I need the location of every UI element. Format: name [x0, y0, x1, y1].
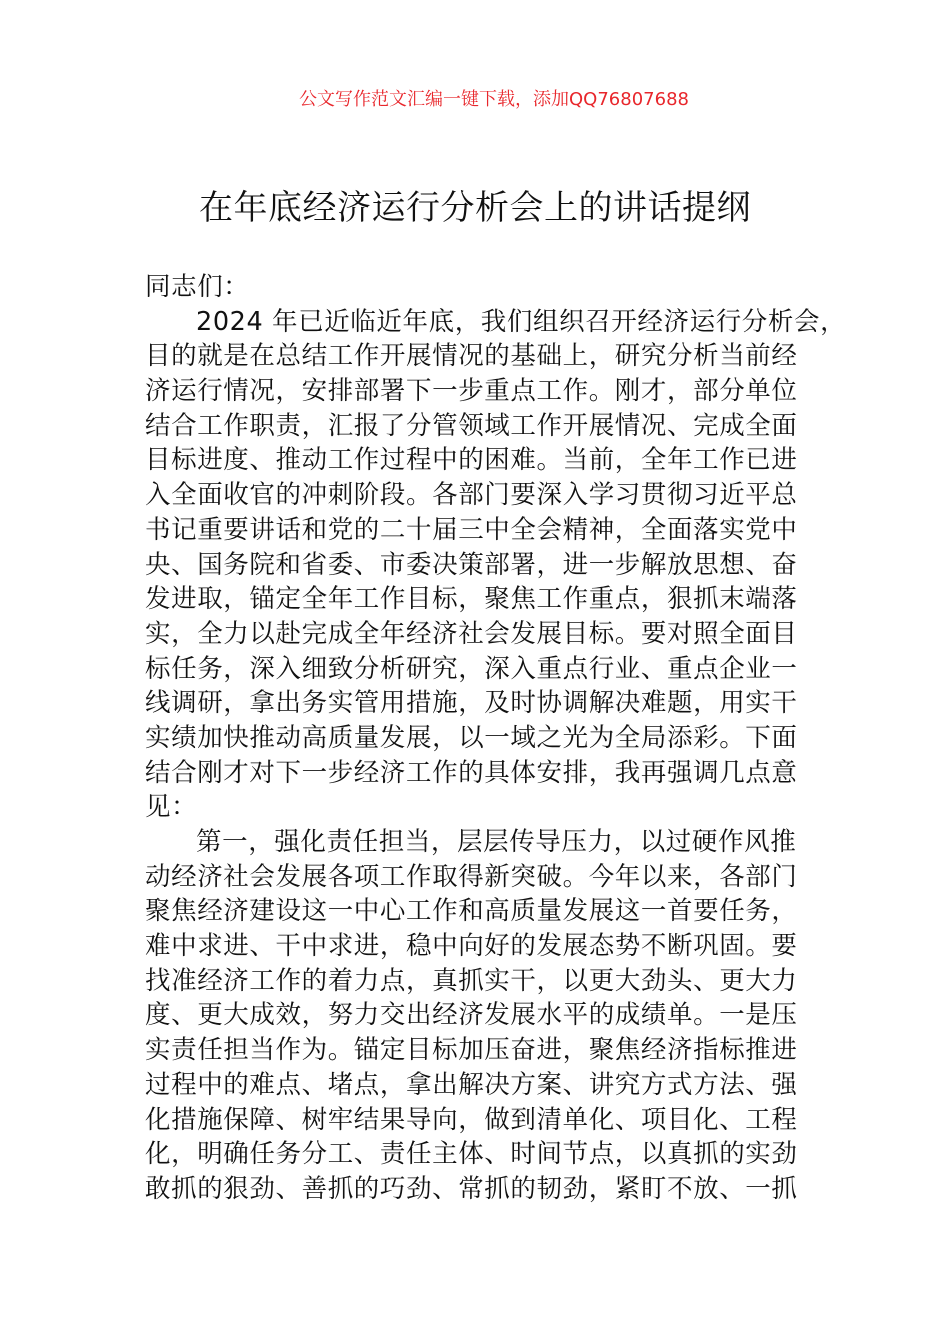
text-line: 实绩加快推动高质量发展，以一域之光为全局添彩。下面: [145, 722, 798, 753]
document-body: [145, 270, 846, 1207]
text-line: 见：: [145, 792, 198, 823]
text-line: 找准经济工作的着力点，真抓实干，以更大劲头、更大力: [145, 965, 798, 996]
text-line: 敢抓的狠劲、善抓的巧劲、常抓的韧劲，紧盯不放、一抓: [145, 1173, 798, 1204]
text-line: 目的就是在总结工作开展情况的基础上，研究分析当前经: [145, 341, 798, 372]
document-title: 在年底经济运行分析会上的讲话提纲: [199, 188, 751, 228]
text-line: 目标进度、推动工作过程中的困难。当前，全年工作已进: [145, 445, 798, 476]
paragraph: [145, 305, 846, 825]
text-line: 书记重要讲话和党的二十届三中全会精神，全面落实党中: [145, 514, 798, 545]
paragraphs: [145, 305, 846, 1207]
text-line: 入全面收官的冲刺阶段。各部门要深入学习贯彻习近平总: [145, 480, 798, 511]
text-line: 发进取，锚定全年工作目标，聚焦工作重点，狠抓末端落: [145, 584, 798, 615]
text-line: 动经济社会发展各项工作取得新突破。今年以来，各部门: [145, 861, 798, 892]
text-line: 度、更大成效，努力交出经济发展水平的成绩单。一是压: [145, 1000, 798, 1031]
text-line: 结合工作职责，汇报了分管领域工作开展情况、完成全面: [145, 410, 798, 441]
salutation: 同志们：: [145, 272, 250, 302]
text-line: 过程中的难点、堵点，拿出解决方案、讲究方式方法、强: [145, 1069, 798, 1100]
text-line: 央、国务院和省委、市委决策部署，进一步解放思想、奋: [145, 549, 798, 580]
text-line: 第一，强化责任担当，层层传导压力，以过硬作风推: [196, 827, 797, 857]
text-line: 聚焦经济建设这一中心工作和高质量发展这一首要任务，: [145, 896, 798, 927]
text-line: 济运行情况，安排部署下一步重点工作。刚才，部分单位: [145, 376, 798, 407]
text-line: 化，明确任务分工、责任主体、时间节点，以真抓的实劲: [145, 1139, 798, 1170]
text-line: 线调研，拿出务实管用措施，及时协调解决难题，用实干: [145, 688, 798, 719]
text-line: 难中求进、干中求进，稳中向好的发展态势不断巩固。要: [145, 931, 798, 962]
text-line: 结合刚才对下一步经济工作的具体安排，我再强调几点意: [145, 757, 798, 788]
download-banner: 公文写作范文汇编一键下载，添加QQ76807688: [299, 89, 689, 110]
text-line: 2024 年已近临近年底，我们组织召开经济运行分析会，: [196, 306, 847, 337]
text-line: 实，全力以赴完成全年经济社会发展目标。要对照全面目: [145, 618, 798, 649]
text-line: 实责任担当作为。锚定目标加压奋进，聚焦经济指标推进: [145, 1035, 798, 1066]
text-line: 标任务，深入细致分析研究，深入重点行业、重点企业一: [145, 653, 798, 684]
paragraph: [145, 825, 846, 1207]
text-line: 化措施保障、树牢结果导向，做到清单化、项目化、工程: [145, 1104, 798, 1135]
